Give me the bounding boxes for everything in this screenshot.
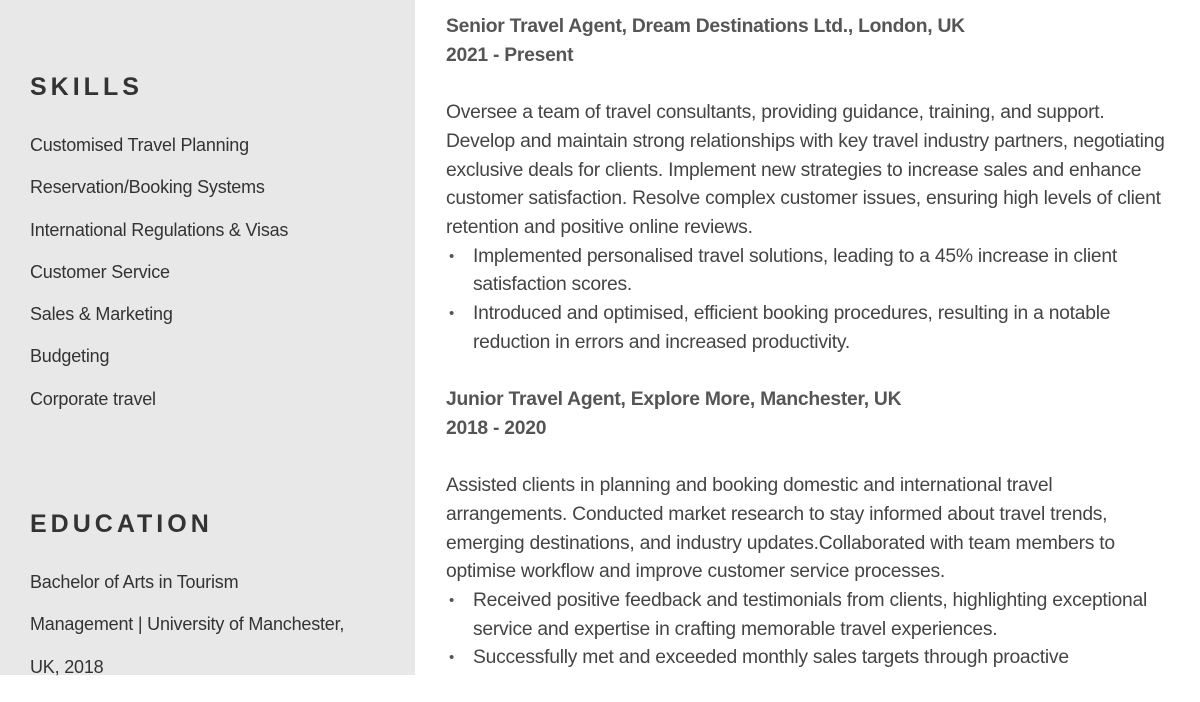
skill-item: Customer Service <box>30 261 170 282</box>
skill-item: Customised Travel Planning <box>30 135 249 155</box>
education-heading: EDUCATION <box>30 510 213 538</box>
skill-item: International Regulations & Visas <box>30 219 289 240</box>
skill-item: Sales & Marketing <box>30 304 173 325</box>
skill-item: Corporate travel <box>30 388 156 409</box>
job-achievements <box>446 587 1166 673</box>
sidebar <box>0 0 415 675</box>
skill-item: Budgeting <box>30 346 110 367</box>
skills-heading: SKILLS <box>30 73 143 101</box>
education-line: Bachelor of Arts in Tourism <box>30 572 239 592</box>
job-description: Oversee a team of travel consultants, providing guidance, training, and support. Develop and maintain strong relationships with key travel industry partners, negotiating exclusive deals for clients. Implement new strategies to increase sales and enhance customer satisfaction. Resolve complex customer issues, ensuring high levels of client retention and positive online reviews. <box>446 102 1165 238</box>
job-dates: 2018 - 2020 <box>446 417 547 439</box>
skills-list <box>30 133 288 429</box>
skill-item: Reservation/Booking Systems <box>30 177 265 198</box>
achievement-item: • Introduced and optimised, efficient booking procedures, resulting in a notable reduction in errors and increased productivity. <box>473 300 1166 357</box>
education-line: Management | University of Manchester, <box>30 614 345 635</box>
job-title: Junior Travel Agent, Explore More, Manchester, UK <box>446 389 902 411</box>
job-description: Assisted clients in planning and booking domestic and international travel arrangements. Conducted market research to stay informed about travel trends, emerging destinations, and industry updates.Collaborated with team members to optimise workflow and improve customer service processes. <box>446 475 1115 583</box>
achievement-item: • Implemented personalised travel solutions, leading to a 45% increase in client satisfaction scores. <box>473 243 1166 300</box>
education-list <box>30 570 344 697</box>
job-title: Senior Travel Agent, Dream Destinations Ltd., London, UK <box>446 16 965 37</box>
job-entry <box>446 386 1166 673</box>
experience-section <box>446 13 1166 702</box>
education-line: UK, 2018 <box>30 656 104 677</box>
achievement-item: • Received positive feedback and testimonials from clients, highlighting exceptional service and expertise in crafting memorable travel experiences. <box>473 587 1166 644</box>
achievement-item: • Successfully met and exceeded monthly sales targets through proactive <box>473 644 1166 673</box>
job-dates: 2021 - Present <box>446 44 574 66</box>
job-achievements <box>446 243 1166 358</box>
job-entry <box>446 13 1166 357</box>
